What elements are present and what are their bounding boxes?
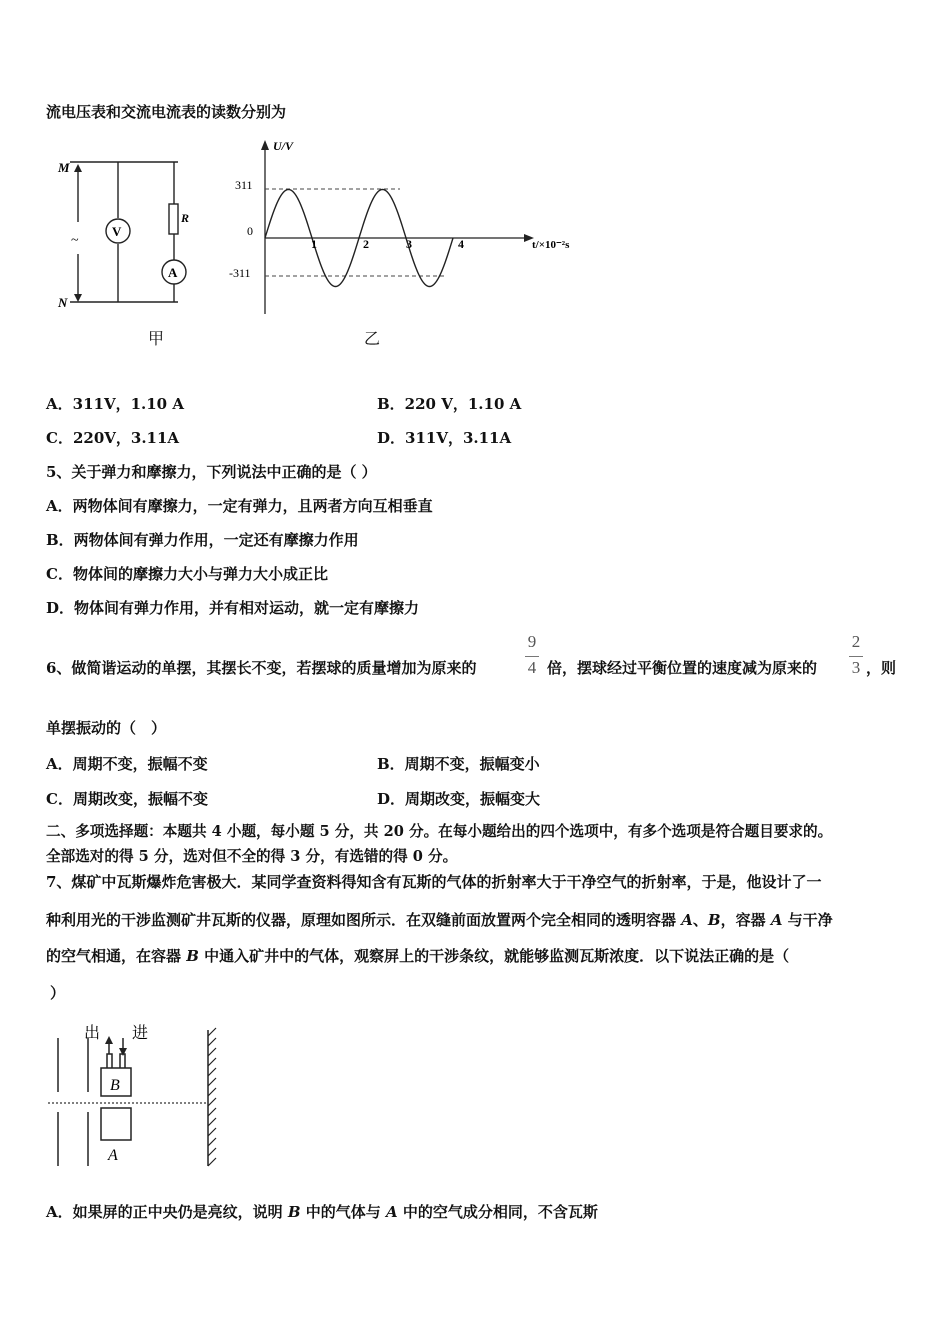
circuit-diagram-jia [50, 150, 210, 355]
x-tick-2: 2 [363, 237, 369, 251]
x-tick-4: 4 [458, 237, 464, 251]
var-a: A [386, 1203, 398, 1221]
q4-option-b: B．220 V，1.10 A [377, 395, 522, 413]
fraction-numerator: 2 [851, 632, 861, 651]
var-b: B [287, 1203, 301, 1221]
q7-stem-line3 [46, 946, 789, 966]
q7-option-a [46, 1202, 598, 1222]
q5-option-c: C．物体间的摩擦力大小与弹力大小成正比 [46, 565, 328, 583]
q7-option-a-text-3: 中的空气成分相同，不含瓦斯 [397, 1203, 598, 1221]
q4-option-d: D．311V，3.11A [377, 429, 512, 447]
q7-line2-text-a: 种利用光的干涉监测矿井瓦斯的仪器，原理如图所示．在双缝前面放置两个完全相同的透明容器 [46, 911, 682, 929]
q4-option-c: C．220V，3.11A [46, 429, 180, 447]
q7-line2-sep: 、 [692, 911, 708, 929]
section2-header-line2: 全部选对的得 5 分，选对但不全的得 3 分，有选错的得 0 分。 [46, 848, 458, 865]
x-tick-3: 3 [406, 237, 412, 251]
q6-option-c: C．周期改变，振幅不变 [46, 790, 208, 808]
label-m: M [58, 160, 70, 175]
y-tick-311: 311 [235, 178, 253, 192]
q7-stem-line1: 7、煤矿中瓦斯爆炸危害极大．某同学查资料得知含有瓦斯的气体的折射率大于干净空气的折射率，于是，他设计了一 [46, 873, 822, 891]
q7-option-a-text-2: 中的气体与 [300, 1203, 387, 1221]
q4-option-a: A．311V，1.10 A [46, 395, 184, 413]
q5-option-d: D．物体间有弹力作用，并有相对运动，就一定有摩擦力 [46, 599, 420, 617]
label-in: 进 [132, 1025, 149, 1042]
fraction-bar [849, 656, 863, 657]
q6-option-b: B．周期不变，振幅变小 [377, 755, 540, 773]
q6-option-a: A．周期不变，振幅不变 [46, 755, 208, 773]
q6-stem-line2: 单摆振动的（ ） [46, 719, 167, 737]
q7-line2-text-c: 与干净 [782, 911, 833, 929]
label-container-b: B [110, 1077, 120, 1094]
fraction-nine-quarters [524, 632, 540, 680]
q4-stem-tail: 流电压表和交流电流表的读数分别为 [46, 103, 287, 121]
fraction-numerator: 9 [527, 632, 537, 651]
var-a: A [770, 911, 783, 929]
q5-option-a: A．两物体间有摩擦力，一定有弹力，且两者方向互相垂直 [46, 497, 433, 515]
caption-jia: 甲 [148, 329, 165, 348]
voltage-time-chart-yi [225, 134, 595, 319]
var-a: A [681, 911, 693, 929]
q6-stem-part2: 倍，摆球经过平衡位置的速度减为原来的 [547, 659, 818, 677]
fraction-denominator: 3 [851, 658, 861, 677]
label-ammeter: A [168, 265, 178, 280]
q6-option-d: D．周期改变，振幅变大 [377, 790, 541, 808]
q7-line3-text-b: 中通入矿井中的气体，观察屏上的干涉条纹，就能够监测瓦斯浓度．以下说法正确的是（ [198, 947, 790, 965]
var-b: B [707, 911, 721, 929]
caption-yi: 乙 [364, 329, 381, 348]
label-out: 出 [84, 1025, 101, 1042]
fraction-denominator: 4 [527, 658, 537, 677]
q6-stem-part3: ，则 [866, 659, 897, 677]
label-ac-source: ~ [71, 233, 79, 248]
q7-stem-line2 [46, 910, 833, 930]
y-tick-minus-311: -311 [229, 266, 251, 280]
q7-option-a-text-1: A．如果屏的正中央仍是亮纹，说明 [46, 1203, 288, 1221]
y-axis-label: U/V [273, 139, 294, 153]
label-n: N [58, 295, 68, 310]
gas-monitor-diagram [44, 1016, 234, 1176]
var-b: B [186, 947, 199, 965]
y-axis-arrow [261, 140, 269, 150]
q6-stem-part1: 6、做简谐运动的单摆，其摆长不变，若摆球的质量增加为原来的 [46, 659, 477, 677]
y-tick-0: 0 [247, 224, 253, 238]
q7-stem-line4: ） [50, 984, 66, 1002]
fraction-bar [525, 656, 539, 657]
x-axis-label: t/×10⁻²s [532, 239, 570, 251]
label-resistor: R [181, 211, 190, 225]
x-tick-1: 1 [311, 237, 317, 251]
q5-option-b: B．两物体间有弹力作用，一定还有摩擦力作用 [46, 531, 359, 549]
fraction-two-thirds [848, 632, 864, 680]
q5-stem: 5、关于弹力和摩擦力，下列说法中正确的是（ ） [46, 463, 377, 481]
q7-line2-text-b: ，容器 [720, 911, 771, 929]
q7-line3-text-a: 的空气相通，在容器 [46, 947, 187, 965]
section2-header-line1: 二、多项选择题：本题共 4 小题，每小题 5 分，共 20 分。在每小题给出的四个选项中，有多个选项是符合题目要求的。 [46, 823, 833, 840]
label-voltmeter: V [112, 224, 122, 239]
label-container-a: A [108, 1147, 118, 1164]
